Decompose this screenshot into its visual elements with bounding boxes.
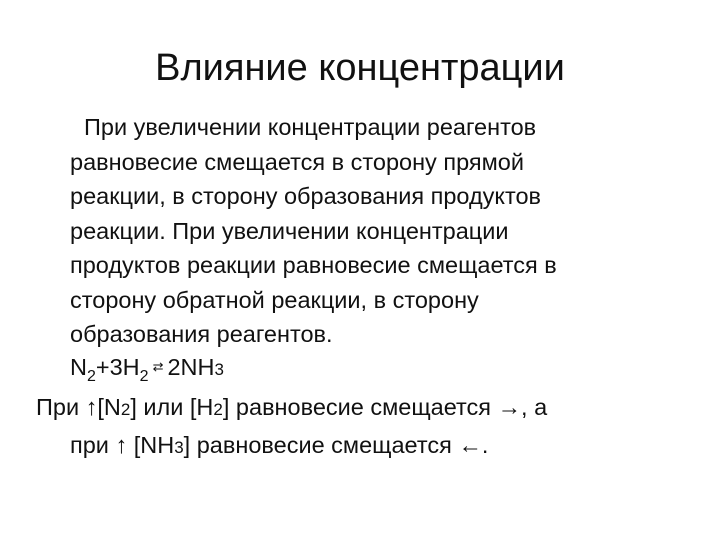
conclusion-line-1-part-c: ] равновесие смещается →, а bbox=[222, 394, 548, 420]
paragraph-line-5: продуктов реакции равновесие смещается в bbox=[70, 252, 557, 278]
equation-product-subscript: 3 bbox=[214, 360, 224, 379]
conclusion-h2-subscript: 2 bbox=[213, 400, 223, 419]
conclusion bbox=[36, 390, 547, 465]
paragraph-line-6: сторону обратной реакции, в сторону bbox=[70, 286, 479, 313]
conclusion-nh3-subscript: 3 bbox=[174, 437, 184, 457]
main-paragraph bbox=[70, 110, 690, 352]
equation-hydrogen: +3H bbox=[95, 354, 140, 380]
equilibrium-arrow-icon: ⇄ bbox=[152, 359, 164, 374]
conclusion-line-1-part-b: ] или [H bbox=[130, 394, 214, 420]
paragraph-line-1: При увеличении концентрации реагентов bbox=[84, 114, 537, 140]
paragraph-line-4: реакции. При увеличении концентрации bbox=[70, 217, 509, 244]
slide-title: Влияние концентрации bbox=[155, 47, 565, 89]
paragraph-line-7: образования реагентов. bbox=[70, 321, 333, 347]
conclusion-n2-subscript: 2 bbox=[120, 400, 131, 419]
equation-hydrogen-subscript: 2 bbox=[139, 368, 149, 385]
conclusion-line-2-part-a: при ↑ [NH bbox=[70, 431, 175, 458]
paragraph-line-3: реакции, в сторону образования продуктов bbox=[70, 183, 542, 209]
conclusion-line-2 bbox=[36, 428, 547, 466]
conclusion-line-1-part-a: При ↑[N bbox=[36, 394, 121, 420]
equation-nitrogen: N bbox=[70, 354, 87, 380]
paragraph-line-2: равновесие смещается в сторону прямой bbox=[70, 148, 524, 175]
equation-product: 2NH bbox=[167, 354, 215, 380]
reaction-equation bbox=[70, 350, 224, 394]
conclusion-line-2-part-b: ] равновесие смещается ←. bbox=[183, 431, 489, 458]
conclusion-line-1 bbox=[36, 390, 547, 428]
equation-nitrogen-subscript: 2 bbox=[86, 368, 96, 385]
